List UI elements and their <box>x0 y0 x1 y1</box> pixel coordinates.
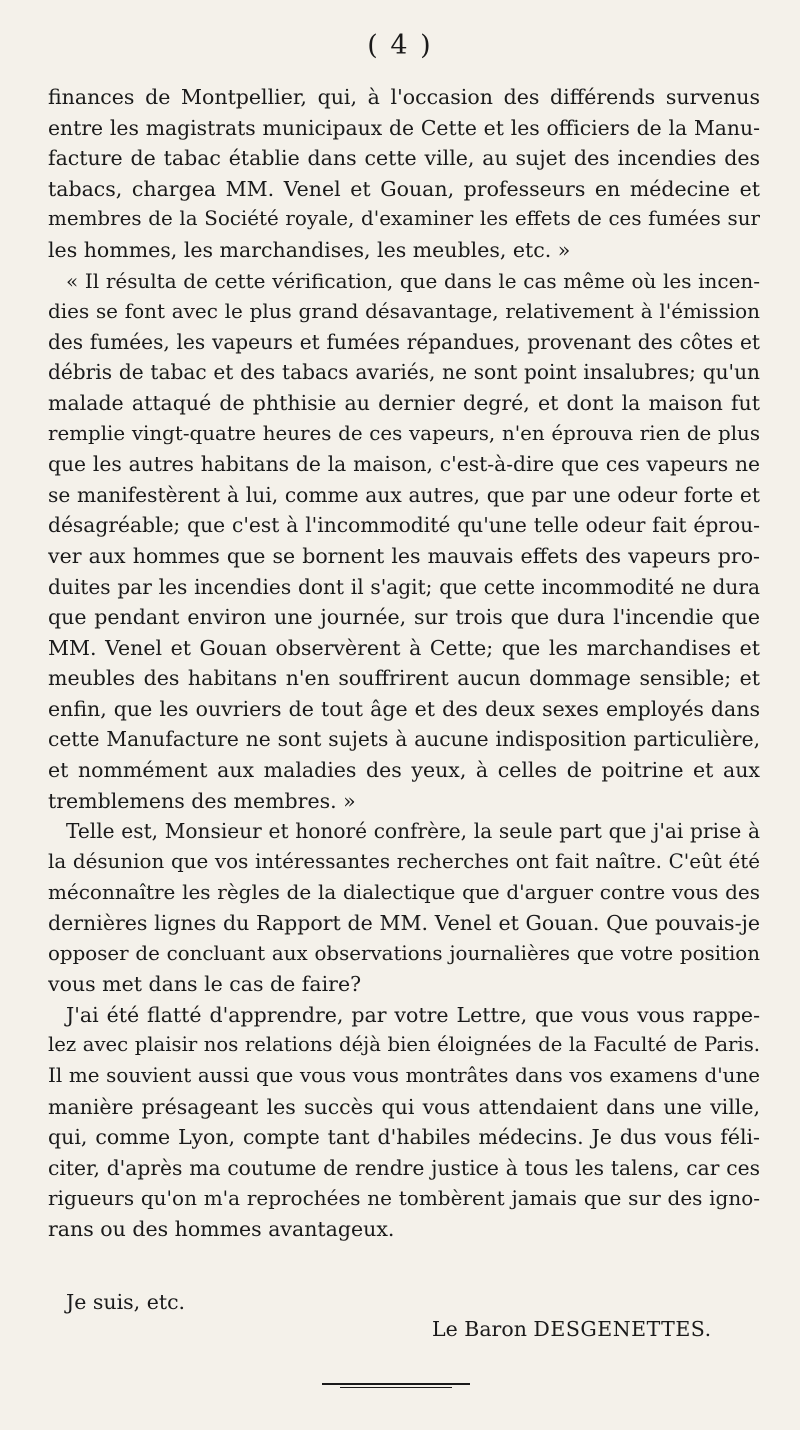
text-line: MM. Venel et Gouan observèrent à Cette; que les marchandises et <box>48 635 760 660</box>
closing-formula: Je suis, etc. <box>66 1290 186 1314</box>
signature-name: DESGENETTES. <box>533 1317 712 1341</box>
text-line: malade attaqué de phthisie au dernier degré, et dont la maison fut <box>48 390 760 415</box>
text-line: se manifestèrent à lui, comme aux autres, que par une odeur forte et <box>48 482 760 507</box>
text-line: Telle est, Monsieur et honoré confrère, la seule part que j'ai prise à <box>66 819 760 844</box>
text-line: rans ou des hommes avantageux. <box>48 1216 395 1241</box>
text-line: duites par les incendies dont il s'agit; que cette incommodité ne dura <box>48 574 760 599</box>
text-line: « Il résulta de cette vérification, que dans le cas même où les incen- <box>66 268 760 293</box>
text-line: J'ai été flatté d'apprendre, par votre Lettre, que vous vous rappe- <box>66 1002 760 1027</box>
text-line: Il me souvient aussi que vous vous montrâtes dans vos examens d'une <box>48 1064 760 1087</box>
text-line: ver aux hommes que se bornent les mauvais effets des vapeurs pro- <box>48 543 760 568</box>
text-line: cette Manufacture ne sont sujets à aucune indisposition particulière, <box>48 727 760 752</box>
signature-title: Le Baron <box>432 1317 534 1341</box>
body-text <box>48 82 760 1245</box>
text-line: et nommément aux maladies des yeux, à celles de poitrine et aux <box>48 758 760 783</box>
text-line: lez avec plaisir nos relations déjà bien éloignées de la Faculté de Paris. <box>48 1033 760 1057</box>
text-line: dernières lignes du Rapport de MM. Venel et Gouan. Que pouvais-je <box>48 911 760 936</box>
text-line: qui, comme Lyon, compte tant d'habiles médecins. Je dus vous féli- <box>48 1125 760 1150</box>
text-line: facture de tabac établie dans cette ville, au sujet des incendies des <box>48 146 760 171</box>
text-line: vous met dans le cas de faire? <box>48 972 362 997</box>
signature <box>432 1317 712 1341</box>
text-line: tabacs, chargea MM. Venel et Gouan, professeurs en médecine et <box>48 176 760 201</box>
text-line: dies se font avec le plus grand désavantage, relativement à l'émission <box>48 299 760 324</box>
text-line: méconnaître les règles de la dialectique que d'arguer contre vous des <box>48 880 760 905</box>
text-line: enfin, que les ouvriers de tout âge et des deux sexes employés dans <box>48 696 760 721</box>
text-line: débris de tabac et des tabacs avariés, ne sont point insalubres; qu'un <box>48 360 760 385</box>
text-line: opposer de concluant aux observations journalières que votre position <box>48 941 760 965</box>
page-number: ( 4 ) <box>367 30 433 61</box>
text-line: rigueurs qu'on m'a reprochées ne tombèrent jamais que sur des igno- <box>48 1186 760 1211</box>
text-line: finances de Montpellier, qui, à l'occasion des différends survenus <box>48 85 760 109</box>
text-line: que pendant environ une journée, sur trois que dura l'incendie que <box>48 605 760 630</box>
text-line: que les autres habitans de la maison, c'est-à-dire que ces vapeurs ne <box>48 452 760 477</box>
text-line: entre les magistrats municipaux de Cette et les officiers de la Manu- <box>48 115 760 140</box>
text-line: les hommes, les marchandises, les meubles, etc. » <box>48 237 571 262</box>
text-line: manière présageant les succès qui vous attendaient dans une ville, <box>48 1094 760 1119</box>
text-line: tremblemens des membres. » <box>48 788 356 813</box>
text-line: remplie vingt-quatre heures de ces vapeurs, n'en éprouva rien de plus <box>48 421 760 445</box>
text-line: la désunion que vos intéressantes recherches ont fait naître. C'eût été <box>48 849 760 873</box>
end-rule <box>322 1383 470 1385</box>
text-line: des fumées, les vapeurs et fumées répandues, provenant des côtes et <box>48 329 760 354</box>
text-line: désagréable; que c'est à l'incommodité qu'une telle odeur fait éprou- <box>48 513 760 538</box>
text-line: citer, d'après ma coutume de rendre justice à tous les talens, car ces <box>48 1155 760 1180</box>
text-line: membres de la Société royale, d'examiner les effets de ces fumées sur <box>48 207 760 231</box>
text-line: meubles des habitans n'en souffrirent aucun dommage sensible; et <box>48 666 760 691</box>
